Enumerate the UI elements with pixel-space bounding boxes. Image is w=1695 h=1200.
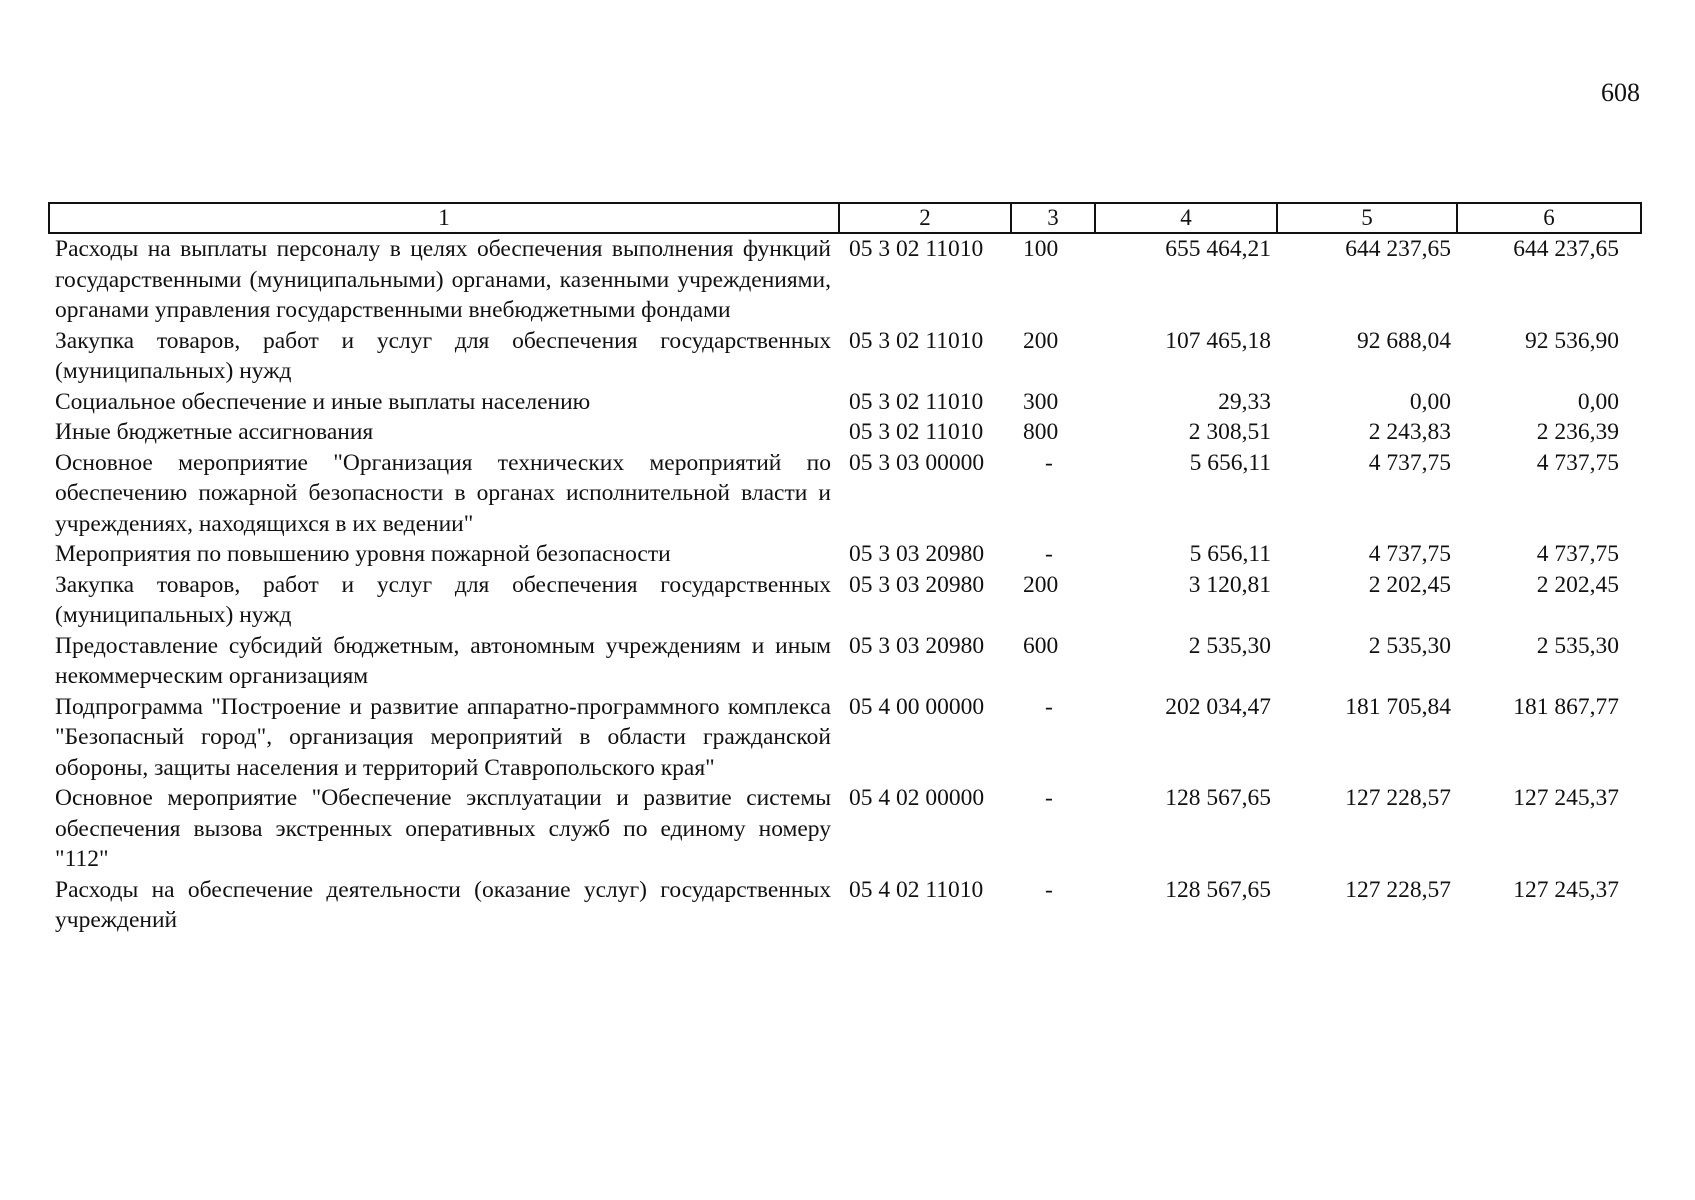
table-row	[49, 692, 1641, 784]
row-value-6: 2 535,30	[1536, 632, 1619, 659]
budget-table	[48, 202, 1642, 936]
row-code: 05 4 00 00000	[849, 693, 985, 720]
row-expense-type: 800	[1023, 419, 1059, 445]
row-value-4: 128 567,65	[1165, 785, 1271, 811]
row-code: 05 3 03 00000	[849, 449, 985, 476]
row-value-5: 4 737,75	[1368, 541, 1451, 567]
row-code: 05 3 03 20980	[849, 632, 985, 659]
row-name: Закупка товаров, работ и услуг для обеспечения государственных (муниципальных) нужд	[55, 571, 831, 628]
row-code: 05 3 03 20980	[849, 541, 985, 567]
row-value-6: 4 737,75	[1536, 449, 1619, 476]
table-header	[49, 203, 1641, 233]
row-value-5: 181 705,84	[1345, 693, 1451, 720]
row-code: 05 3 02 11010	[849, 388, 984, 415]
header-col-1: 1	[49, 203, 839, 233]
table-row	[49, 783, 1641, 875]
row-expense-type: 300	[1023, 388, 1059, 415]
row-value-5: 4 737,75	[1368, 449, 1451, 476]
row-name: Мероприятия по повышению уровня пожарной безопасности	[55, 541, 671, 567]
table-row	[49, 875, 1641, 936]
row-value-4: 5 656,11	[1189, 541, 1271, 567]
row-value-4: 29,33	[1218, 388, 1271, 415]
row-expense-type: -	[1045, 693, 1053, 720]
row-expense-type: -	[1045, 876, 1053, 903]
row-name: Социальное обеспечение и иные выплаты населению	[55, 388, 591, 415]
row-value-6: 92 536,90	[1525, 327, 1619, 354]
row-value-4: 655 464,21	[1165, 236, 1271, 262]
row-value-6: 2 202,45	[1536, 571, 1619, 598]
row-value-4: 5 656,11	[1189, 449, 1271, 476]
row-code: 05 3 02 11010	[849, 327, 984, 354]
row-code: 05 3 02 11010	[849, 236, 984, 262]
row-name: Расходы на выплаты персоналу в целях обеспечения выполнения функций государственными (муниципальными) органами, казенными учреждениями, органами управления государственными внебюджетными фондами	[55, 236, 831, 323]
row-value-4: 202 034,47	[1165, 693, 1271, 720]
row-name: Иные бюджетные ассигнования	[55, 419, 374, 445]
row-expense-type: 600	[1023, 632, 1059, 659]
row-value-6: 0,00	[1577, 388, 1619, 415]
row-value-6: 127 245,37	[1513, 785, 1619, 811]
table-row	[49, 387, 1641, 418]
row-value-6: 4 737,75	[1536, 541, 1619, 567]
table-row	[49, 539, 1641, 570]
header-col-6: 6	[1457, 203, 1641, 233]
row-value-6: 127 245,37	[1513, 876, 1619, 903]
table-row	[49, 326, 1641, 387]
row-name: Подпрограмма "Построение и развитие аппаратно-программного комплекса "Безопасный город", организация мероприятий в области гражданской обороны, защиты населения и территорий Ставропольского края"	[55, 693, 831, 781]
table-row	[49, 417, 1641, 448]
header-col-5: 5	[1277, 203, 1457, 233]
row-expense-type: 200	[1023, 327, 1059, 354]
table-row	[49, 233, 1641, 326]
row-code: 05 3 03 20980	[849, 571, 985, 598]
row-value-5: 92 688,04	[1357, 327, 1451, 354]
row-value-6: 181 867,77	[1513, 693, 1619, 720]
table-body	[49, 233, 1641, 936]
row-expense-type: -	[1045, 449, 1053, 476]
row-name: Расходы на обеспечение деятельности (оказание услуг) государственных учреждений	[55, 876, 831, 933]
table-row	[49, 448, 1641, 540]
row-code: 05 3 02 11010	[849, 419, 984, 445]
table-row	[49, 570, 1641, 631]
row-value-5: 2 202,45	[1368, 571, 1451, 598]
row-value-4: 128 567,65	[1165, 876, 1271, 903]
row-code: 05 4 02 00000	[849, 785, 985, 811]
row-value-4: 107 465,18	[1165, 327, 1271, 354]
row-expense-type: -	[1045, 541, 1053, 567]
row-name: Закупка товаров, работ и услуг для обеспечения государственных (муниципальных) нужд	[55, 327, 831, 384]
header-col-4: 4	[1095, 203, 1277, 233]
row-value-5: 127 228,57	[1345, 785, 1451, 811]
row-value-4: 2 308,51	[1188, 419, 1271, 445]
row-value-4: 2 535,30	[1188, 632, 1271, 659]
header-row	[49, 203, 1641, 233]
row-value-5: 2 243,83	[1368, 419, 1451, 445]
row-expense-type: 100	[1023, 236, 1059, 262]
row-value-6: 2 236,39	[1536, 419, 1619, 445]
row-expense-type: 200	[1023, 571, 1059, 598]
row-value-5: 0,00	[1409, 388, 1451, 415]
row-value-4: 3 120,81	[1188, 571, 1271, 598]
row-code: 05 4 02 11010	[849, 876, 984, 903]
header-col-2: 2	[839, 203, 1011, 233]
row-value-5: 644 237,65	[1345, 236, 1451, 262]
row-value-5: 2 535,30	[1368, 632, 1451, 659]
row-value-5: 127 228,57	[1345, 876, 1451, 903]
row-name: Основное мероприятие "Обеспечение эксплуатации и развитие системы обеспечения вызова экстренных оперативных служб по единому номеру "112"	[55, 785, 831, 872]
row-name: Основное мероприятие "Организация технических мероприятий по обеспечению пожарной безопасности в органах исполнительной власти и учреждениях, находящихся в их ведении"	[55, 449, 831, 537]
table-row	[49, 631, 1641, 692]
row-name: Предоставление субсидий бюджетным, автономным учреждениям и иным некоммерческим организациям	[55, 632, 831, 689]
row-expense-type: -	[1045, 785, 1053, 811]
row-value-6: 644 237,65	[1513, 236, 1619, 262]
header-col-3: 3	[1011, 203, 1095, 233]
page-number: 608	[1601, 78, 1640, 107]
